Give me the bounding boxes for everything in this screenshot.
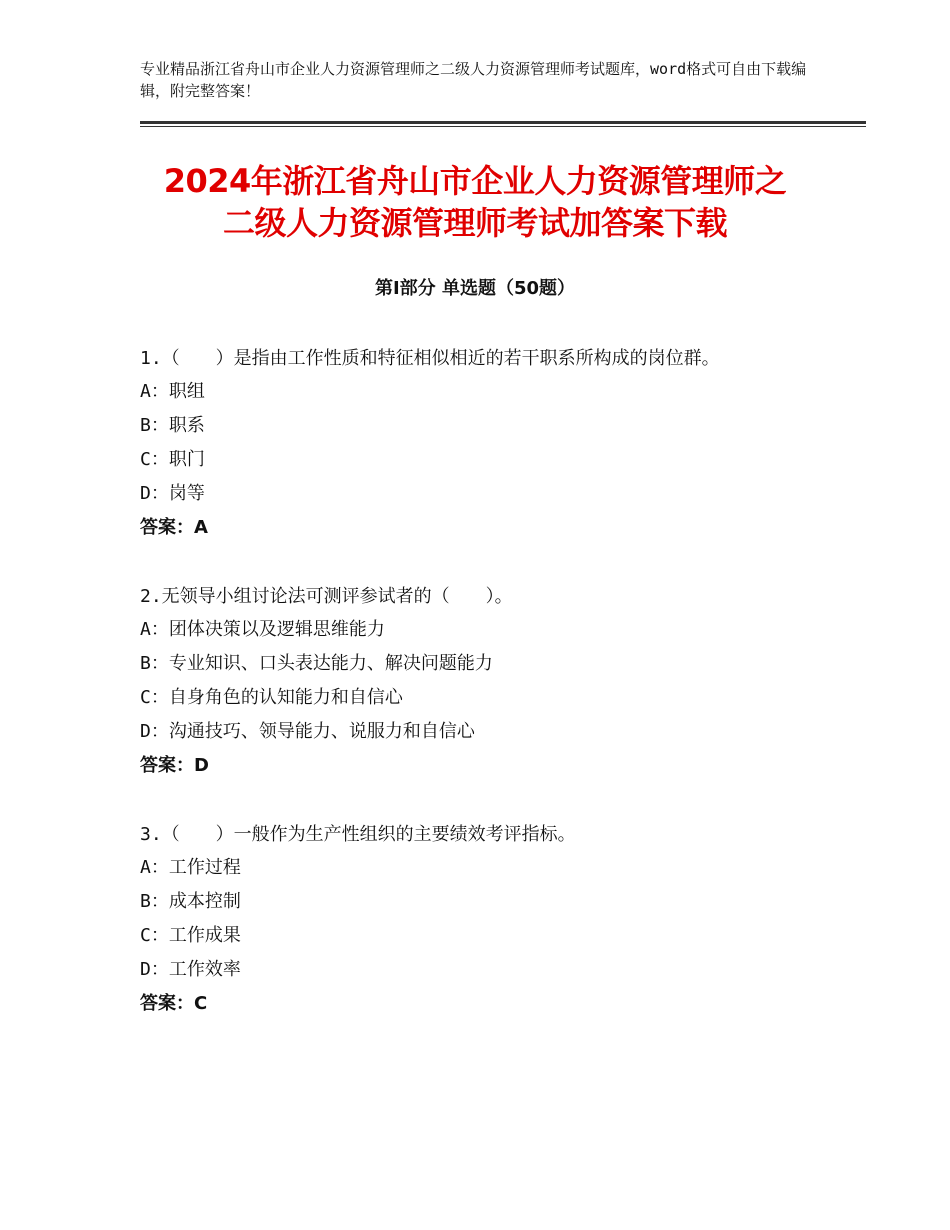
question-stem: 1.（ ）是指由工作性质和特征相似相近的若干职系所构成的岗位群。 xyxy=(140,348,720,369)
question-1 xyxy=(140,343,810,545)
header-rule-thick xyxy=(140,121,866,124)
question-3 xyxy=(140,819,810,1021)
header-rule-thin xyxy=(140,126,866,127)
section-heading: 第Ⅰ部分 单选题（50题） xyxy=(374,278,575,299)
answer: 答案：C xyxy=(140,993,208,1014)
option-d: D：岗等 xyxy=(140,483,205,504)
question-list xyxy=(140,343,810,1057)
option-c: C：职门 xyxy=(140,449,205,470)
title-line-1: 2024年浙江省舟山市企业人力资源管理师之 xyxy=(163,162,787,200)
title-line-2: 二级人力资源管理师考试加答案下载 xyxy=(222,204,727,242)
option-d: D：工作效率 xyxy=(140,959,241,980)
answer: 答案：D xyxy=(140,755,209,776)
option-a: A：职组 xyxy=(140,381,205,402)
question-2 xyxy=(140,581,810,783)
question-stem: 2.无领导小组讨论法可测评参试者的（ ）。 xyxy=(140,586,513,607)
question-stem: 3.（ ）一般作为生产性组织的主要绩效考评指标。 xyxy=(140,824,576,845)
option-b: B：职系 xyxy=(140,415,205,436)
option-a: A：团体决策以及逻辑思维能力 xyxy=(140,619,385,640)
option-b: B：专业知识、口头表达能力、解决问题能力 xyxy=(140,653,493,674)
option-b: B：成本控制 xyxy=(140,891,241,912)
option-d: D：沟通技巧、领导能力、说服力和自信心 xyxy=(140,721,475,742)
option-a: A：工作过程 xyxy=(140,857,241,878)
document-title xyxy=(60,160,890,244)
header-note: 专业精品浙江省舟山市企业人力资源管理师之二级人力资源管理师考试题库，word格式可自由下载编辑，附完整答案！ xyxy=(140,60,807,100)
option-c: C：工作成果 xyxy=(140,925,241,946)
answer: 答案：A xyxy=(140,517,208,538)
option-c: C：自身角色的认知能力和自信心 xyxy=(140,687,403,708)
